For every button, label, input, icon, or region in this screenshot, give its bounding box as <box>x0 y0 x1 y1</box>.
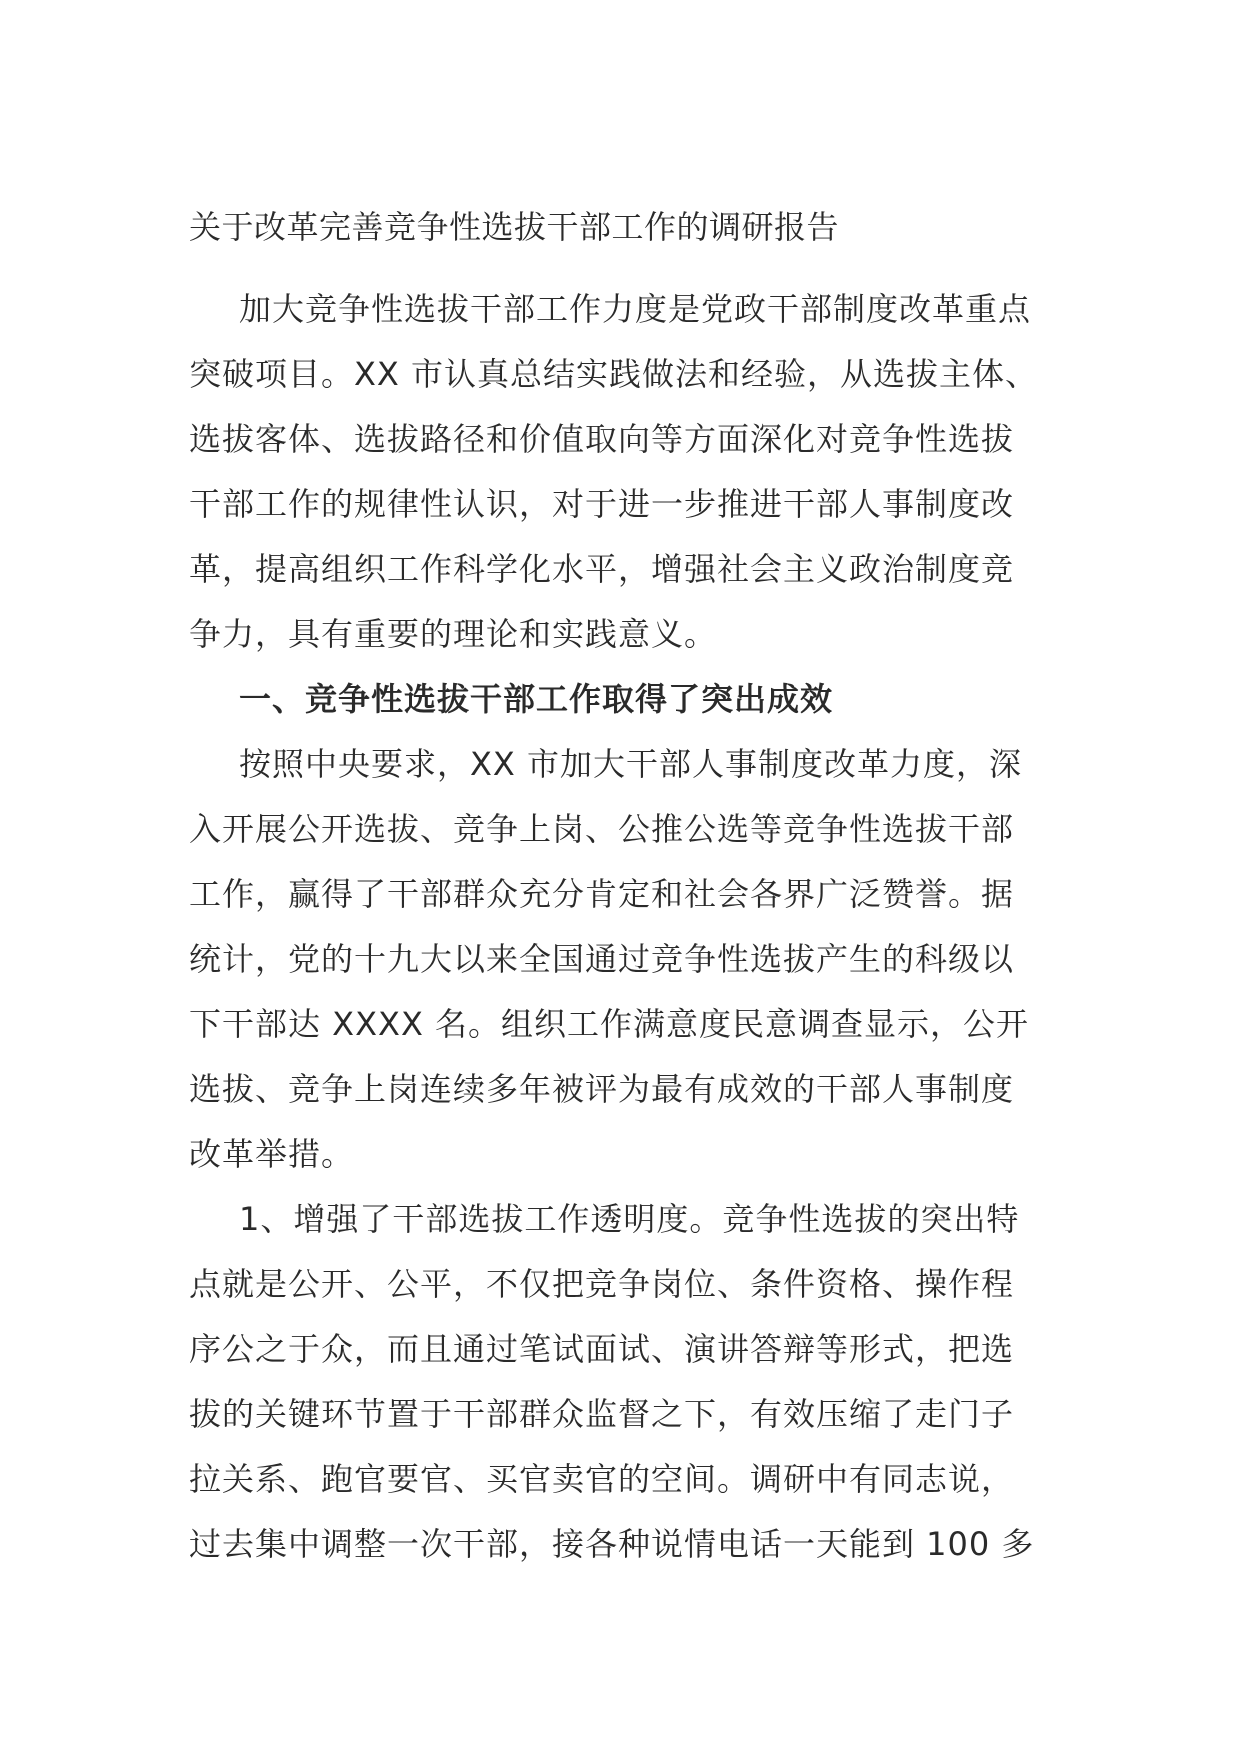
paragraph-line: 改革举措。 <box>189 1135 355 1173</box>
paragraph-line: 点就是公开、公平，不仅把竞争岗位、条件资格、操作程 <box>189 1265 1015 1303</box>
paragraph-line: 统计，党的十九大以来全国通过竞争性选拔产生的科级以 <box>189 940 1015 978</box>
section-heading: 一、竞争性选拔干部工作取得了突出成效 <box>239 680 834 718</box>
paragraph-line: 拉关系、跑官要官、买官卖官的空间。调研中有同志说， <box>189 1460 1015 1498</box>
paragraph-line: 过去集中调整一次干部，接各种说情电话一天能到 100 多 <box>189 1525 1035 1563</box>
paragraph-line: 下干部达 XXXX 名。组织工作满意度民意调查显示，公开 <box>189 1005 1030 1043</box>
paragraph-line: 拔的关键环节置于干部群众监督之下，有效压缩了走门子 <box>189 1395 1015 1433</box>
paragraph-line: 干部工作的规律性认识，对于进一步推进干部人事制度改 <box>189 485 1015 523</box>
document-title: 关于改革完善竞争性选拔干部工作的调研报告 <box>189 208 840 246</box>
paragraph-line: 选拔、竞争上岗连续多年被评为最有成效的干部人事制度 <box>189 1070 1015 1108</box>
paragraph-line: 按照中央要求，XX 市加大干部人事制度改革力度，深 <box>239 745 1023 783</box>
paragraph-line: 入开展公开选拔、竞争上岗、公推公选等竞争性选拔干部 <box>189 810 1015 848</box>
paragraph-line: 加大竞争性选拔干部工作力度是党政干部制度改革重点 <box>239 290 1032 328</box>
paragraph-line: 序公之于众，而且通过笔试面试、演讲答辩等形式，把选 <box>189 1330 1015 1368</box>
paragraph-line: 选拔客体、选拔路径和价值取向等方面深化对竞争性选拔 <box>189 420 1015 458</box>
paragraph-line: 突破项目。XX 市认真总结实践做法和经验，从选拔主体、 <box>189 355 1039 393</box>
paragraph-line: 1、增强了干部选拔工作透明度。竞争性选拔的突出特 <box>239 1200 1020 1238</box>
paragraph-line: 革，提高组织工作科学化水平，增强社会主义政治制度竞 <box>189 550 1015 588</box>
paragraph-line: 工作，赢得了干部群众充分肯定和社会各界广泛赞誉。据 <box>189 875 1015 913</box>
paragraph-line: 争力，具有重要的理论和实践意义。 <box>189 615 718 653</box>
